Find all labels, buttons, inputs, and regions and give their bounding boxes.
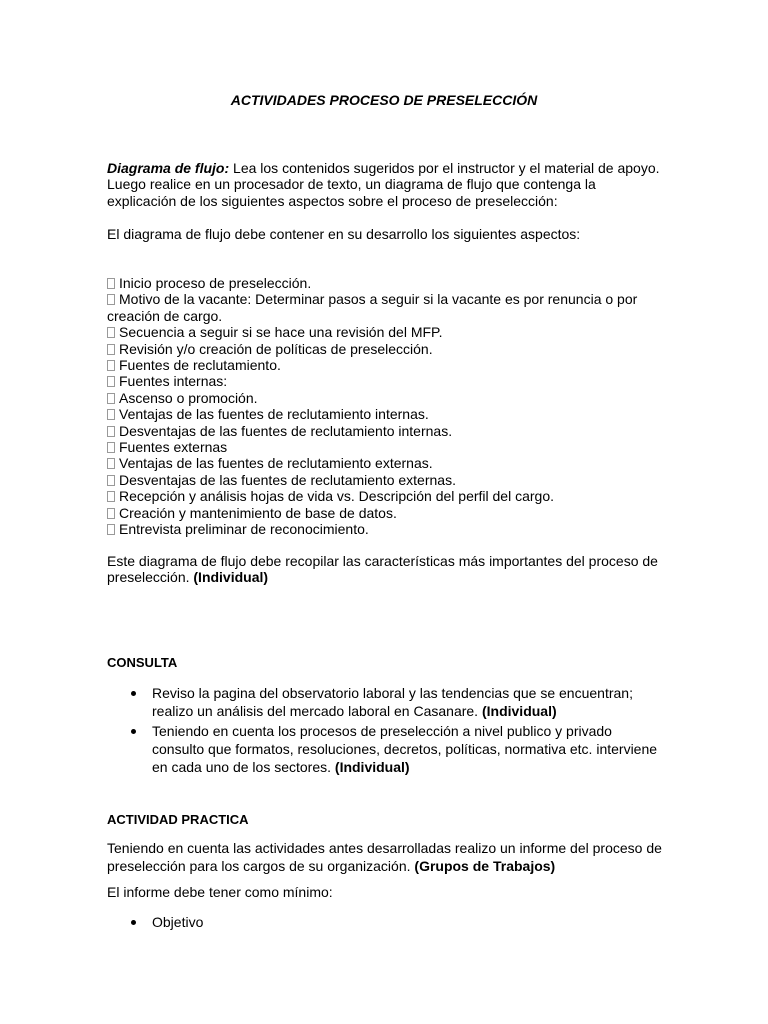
individual-tag: (Individual) (193, 569, 269, 586)
practica-paragraph: Teniendo en cuenta las actividades antes desarrolladas realizo un informe del proceso de preselección para los cargos de su organización. (Grupos de Trabajos) (107, 840, 662, 874)
bullet-icon (131, 920, 136, 925)
checkbox-placeholder-icon (107, 426, 115, 437)
consulta-heading: CONSULTA (107, 655, 178, 670)
checkbox-placeholder-icon (107, 278, 115, 289)
page-title: ACTIVIDADES PROCESO DE PRESELECCIÓN (230, 92, 538, 108)
flow-intro-text: Lea los contenidos sugeridos por el instructor y el material de apoyo. Luego realice en un procesador de texto, un diagrama de flujo que contenga la explicación de los siguientes aspectos sobre el proceso de preselección: (107, 160, 660, 209)
group-tag: (Grupos de Trabajos) (414, 858, 556, 874)
list-item: Secuencia a seguir si se hace una revisión del MFP. (107, 324, 667, 340)
list-item: Revisión y/o creación de políticas de preselección. (107, 341, 667, 357)
flow-lead: Diagrama de flujo: (107, 160, 230, 176)
list-item: Fuentes de reclutamiento. (107, 357, 667, 373)
checkbox-placeholder-icon (107, 442, 115, 453)
list-item: Reviso la pagina del observatorio laboral y las tendencias que se encuentran; realizo un análisis del mercado laboral en Casanare. (Individual) (107, 684, 667, 720)
list-item: Entrevista preliminar de reconocimiento. (107, 521, 667, 537)
informe-list (107, 913, 667, 933)
aspects-list (107, 275, 667, 538)
list-item: Ventajas de las fuentes de reclutamiento externas. (107, 455, 667, 471)
bullet-icon (131, 691, 136, 696)
list-item: Ventajas de las fuentes de reclutamiento internas. (107, 406, 667, 422)
practica-heading: ACTIVIDAD PRACTICA (107, 812, 249, 827)
list-item: Desventajas de las fuentes de reclutamiento externas. (107, 472, 667, 488)
checkbox-placeholder-icon (107, 508, 115, 519)
checkbox-placeholder-icon (107, 393, 115, 404)
list-item: Teniendo en cuenta los procesos de preselección a nivel publico y privado consulto que formatos, resoluciones, decretos, políticas, normativa etc. interviene en cada uno de los sectores. (Individual) (107, 722, 667, 776)
list-item: Objetivo (107, 913, 667, 931)
list-item: Recepción y análisis hojas de vida vs. Descripción del perfil del cargo. (107, 488, 667, 504)
bullet-icon (131, 729, 136, 734)
checkbox-placeholder-icon (107, 327, 115, 338)
checkbox-placeholder-icon (107, 458, 115, 469)
checkbox-placeholder-icon (107, 524, 115, 535)
list-item: Fuentes internas: (107, 373, 667, 389)
list-item: Fuentes externas (107, 439, 667, 455)
flow-intro-paragraph (107, 160, 667, 209)
checkbox-placeholder-icon (107, 475, 115, 486)
list-item: Inicio proceso de preselección. (107, 275, 667, 291)
minimum-text: El informe debe tener como mínimo: (107, 884, 333, 900)
checkbox-placeholder-icon (107, 376, 115, 387)
checkbox-placeholder-icon (107, 409, 115, 420)
consulta-list (107, 684, 667, 778)
checkbox-placeholder-icon (107, 491, 115, 502)
checkbox-placeholder-icon (107, 360, 115, 371)
list-item: Desventajas de las fuentes de reclutamiento internas. (107, 423, 667, 439)
flow-closing-paragraph: Este diagrama de flujo debe recopilar las características más importantes del proceso de preselección. (Individual) (107, 553, 658, 586)
list-item: Creación y mantenimiento de base de datos. (107, 505, 667, 521)
list-item: Ascenso o promoción. (107, 390, 667, 406)
aspects-intro: El diagrama de flujo debe contener en su desarrollo los siguientes aspectos: (107, 226, 581, 242)
list-item: Motivo de la vacante: Determinar pasos a seguir si la vacante es por renuncia o por creación de cargo. (107, 291, 638, 324)
checkbox-placeholder-icon (107, 344, 115, 355)
checkbox-placeholder-icon (107, 294, 115, 305)
